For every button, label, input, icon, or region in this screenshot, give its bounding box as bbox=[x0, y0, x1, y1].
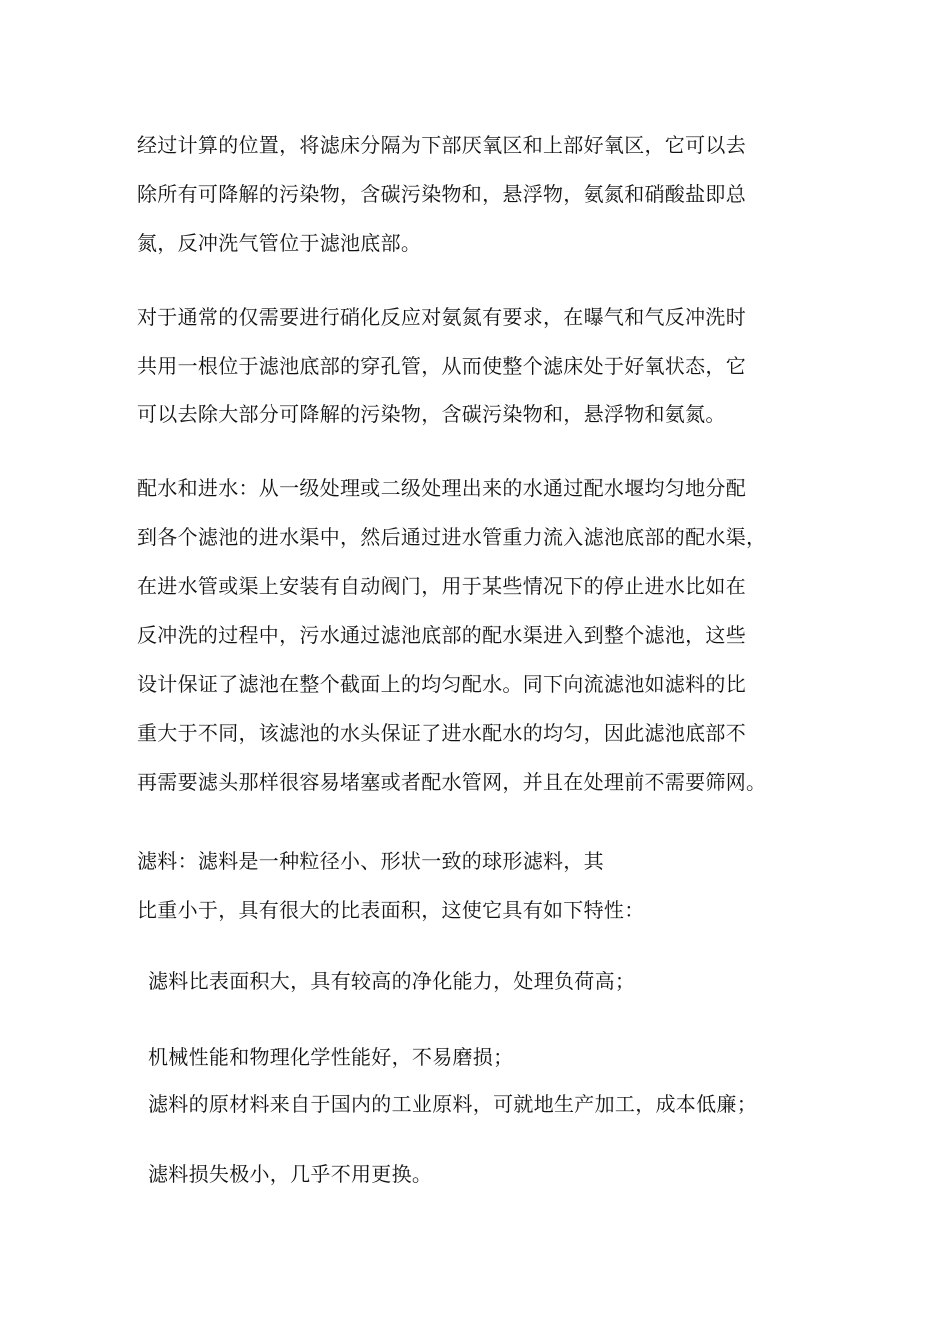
text-line: 到各个滤池的进水渠中，然后通过进水管重力流入滤池底部的配水渠， bbox=[137, 525, 767, 549]
text-line: 氮，反冲洗气管位于滤池底部。 bbox=[137, 231, 422, 255]
text-line: 比重小于，具有很大的比表面积，这使它具有如下特性： bbox=[137, 898, 645, 922]
text-line: 共用一根位于滤池底部的穿孔管，从而使整个滤床处于好氧状态，它 bbox=[137, 354, 746, 378]
list-item: 机械性能和物理化学性能好，不易磨损； bbox=[148, 1045, 514, 1069]
list-item: 滤料比表面积大，具有较高的净化能力，处理负荷高； bbox=[148, 969, 636, 993]
text-line: 再需要滤头那样很容易堵塞或者配水管网，并且在处理前不需要筛网。 bbox=[137, 770, 767, 794]
text-line: 反冲洗的过程中，污水通过滤池底部的配水渠进入到整个滤池，这些 bbox=[137, 623, 746, 647]
text-line: 重大于不同，该滤池的水头保证了进水配水的均匀，因此滤池底部不 bbox=[137, 721, 746, 745]
text-line: 设计保证了滤池在整个截面上的均匀配水。同下向流滤池如滤料的比 bbox=[137, 672, 746, 696]
text-line: 在进水管或渠上安装有自动阀门，用于某些情况下的停止进水比如在 bbox=[137, 574, 746, 598]
text-line: 对于通常的仅需要进行硝化反应对氨氮有要求，在曝气和气反冲洗时 bbox=[137, 305, 746, 329]
text-line: 配水和进水：从一级处理或二级处理出来的水通过配水堰均匀地分配 bbox=[137, 476, 746, 500]
list-item: 滤料的原材料来自于国内的工业原料，可就地生产加工，成本低廉； bbox=[148, 1092, 757, 1116]
text-line: 经过计算的位置，将滤床分隔为下部厌氧区和上部好氧区，它可以去 bbox=[137, 133, 746, 157]
text-line: 可以去除大部分可降解的污染物，含碳污染物和，悬浮物和氨氮。 bbox=[137, 402, 726, 426]
text-line: 除所有可降解的污染物，含碳污染物和，悬浮物，氨氮和硝酸盐即总 bbox=[137, 182, 746, 206]
text-line: 滤料：滤料是一种粒径小、形状一致的球形滤料，其 bbox=[137, 849, 604, 873]
list-item: 滤料损失极小，几乎不用更换。 bbox=[148, 1162, 433, 1186]
